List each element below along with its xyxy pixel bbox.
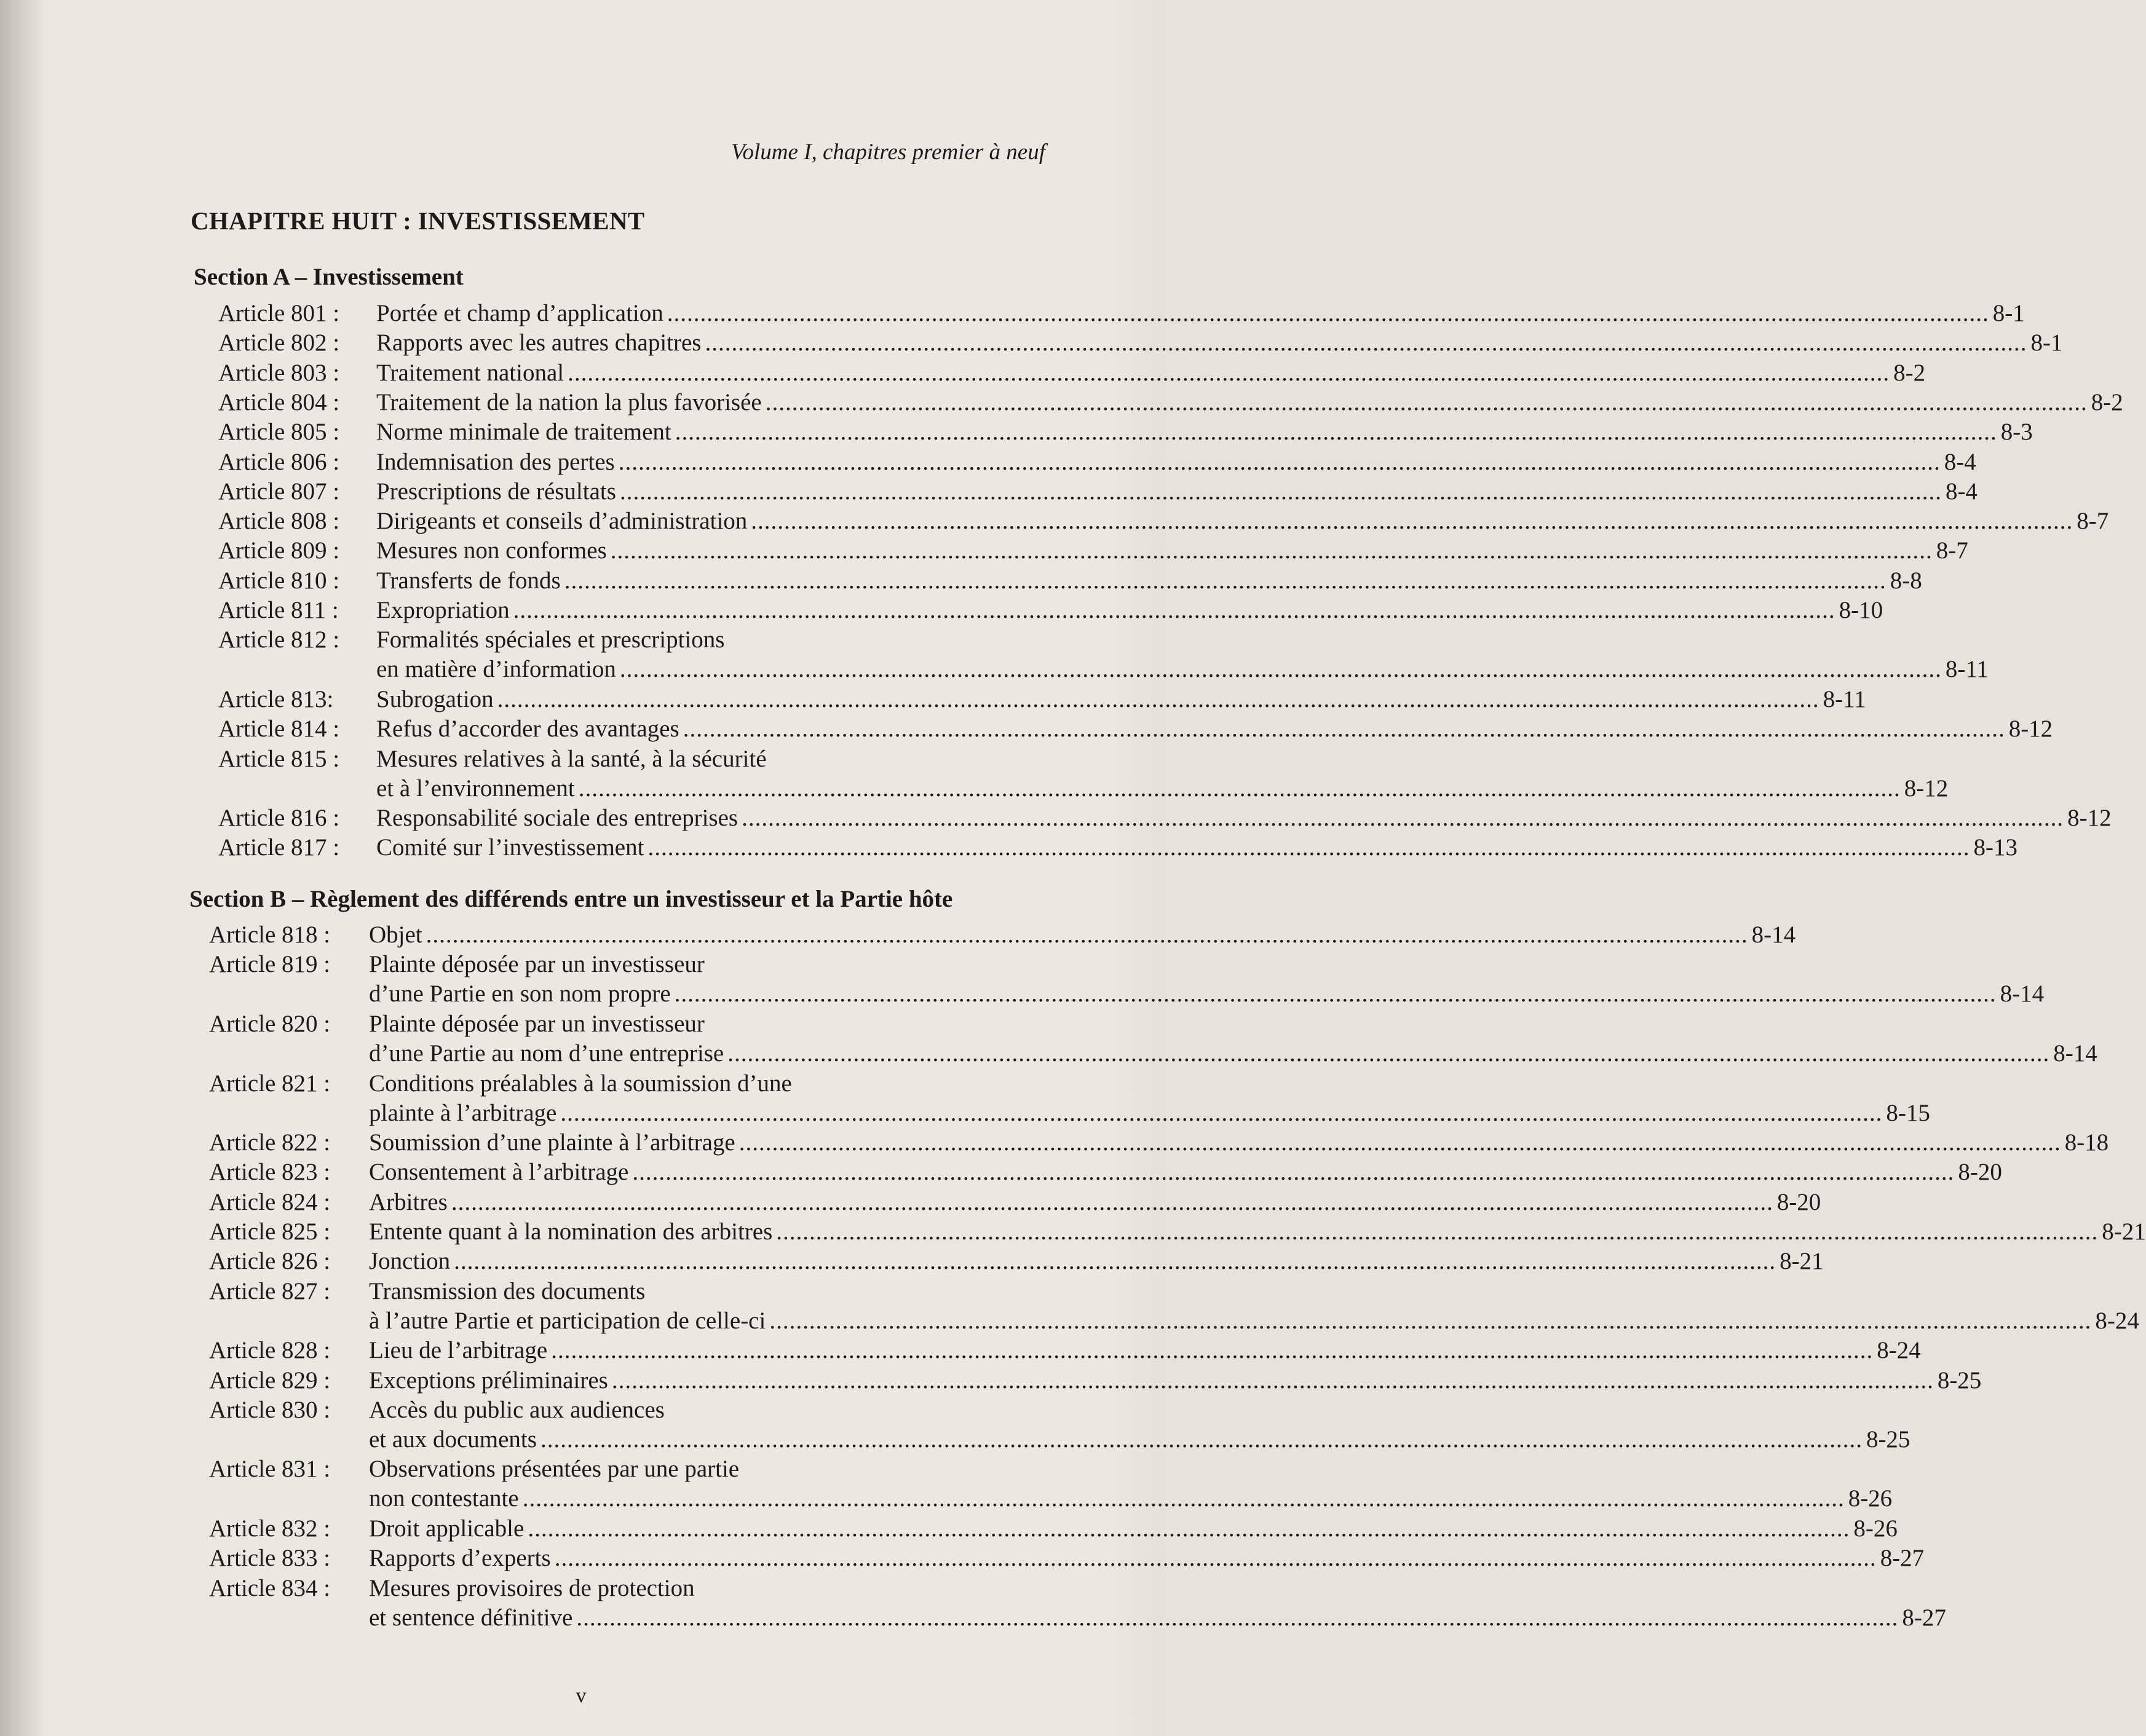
dot-leader: ........................................................................................................................................................................................................	[667, 300, 1989, 326]
page-reference: 8-12	[1904, 775, 1949, 802]
dot-leader: ........................................................................................................................................................................................................	[454, 1248, 1776, 1275]
page-reference: 8-3	[2000, 419, 2033, 446]
toc-entry	[209, 1009, 2097, 1067]
section-title: Section B – Règlement des différends entre un investisseur et la Partie hôte	[189, 886, 953, 912]
dot-leader: ........................................................................................................................................................................................................	[540, 1426, 1863, 1453]
toc-entry	[218, 477, 1978, 507]
article-number: Article 828 :	[209, 1337, 331, 1364]
page-reference: 8-1	[1992, 300, 2025, 326]
dot-leader: ........................................................................................................................................................................................................	[738, 1129, 2061, 1156]
toc-entry	[218, 328, 2063, 358]
article-title: Refus d’accorder des avantages	[376, 716, 679, 743]
article-title: non contestante	[369, 1485, 519, 1512]
article-number: Article 810 :	[218, 567, 340, 594]
article-title: à l’autre Partie et participation de celle-ci	[369, 1307, 766, 1334]
article-number: Article 811 :	[218, 597, 339, 623]
article-title: Rapports avec les autres chapitres	[376, 329, 702, 357]
dot-leader: ........................................................................................................................................................................................................	[560, 1099, 1883, 1126]
article-title: Plainte déposée par un investisseur	[369, 951, 705, 978]
article-number: Article 825 :	[209, 1218, 331, 1245]
page-reference: 8-2	[2091, 389, 2123, 416]
dot-leader: ........................................................................................................................................................................................................	[632, 1159, 1955, 1186]
article-title: Mesures relatives à la santé, à la sécurité	[376, 745, 767, 772]
running-head: Volume I, chapitres premier à neuf	[731, 140, 1045, 165]
dot-leader: ........................................................................................................................................................................................................	[683, 716, 2005, 743]
article-title: Traitement de la nation la plus favorisée	[376, 389, 762, 416]
article-title: Consentement à l’arbitrage	[369, 1159, 629, 1186]
toc-entry	[218, 388, 2123, 417]
article-number: Article 807 :	[218, 478, 340, 505]
page-reference: 8-8	[1890, 567, 1922, 594]
dot-leader: ........................................................................................................................................................................................................	[675, 419, 1997, 446]
article-title: et aux documents	[369, 1426, 537, 1453]
article-number: Article 822 :	[209, 1129, 331, 1156]
article-number: Article 817 :	[218, 834, 340, 861]
toc-entry	[218, 507, 2109, 536]
toc-entry	[209, 1366, 1982, 1395]
toc-entry	[209, 1128, 2109, 1158]
dot-leader: ........................................................................................................................................................................................................	[426, 921, 1748, 948]
page-reference: 8-12	[2008, 716, 2053, 743]
article-title: Plainte déposée par un investisseur	[369, 1010, 705, 1037]
dot-leader: ........................................................................................................................................................................................................	[611, 1367, 1934, 1394]
article-title: Transferts de fonds	[376, 567, 561, 594]
page-reference: 8-7	[2077, 508, 2109, 535]
article-number: Article 833 :	[209, 1545, 331, 1572]
page-reference: 8-20	[1958, 1159, 2002, 1186]
article-number: Article 808 :	[218, 508, 340, 535]
article-number: Article 820 :	[209, 1010, 331, 1037]
article-title: Arbitres	[369, 1188, 448, 1215]
dot-leader: ........................................................................................................................................................................................................	[568, 359, 1890, 386]
article-title: plainte à l’arbitrage	[369, 1099, 557, 1126]
article-title: Expropriation	[376, 597, 510, 623]
article-number: Article 823 :	[209, 1159, 331, 1186]
article-title: Comité sur l’investissement	[376, 834, 644, 861]
article-title: Indemnisation des pertes	[376, 448, 615, 475]
article-title: Subrogation	[376, 685, 494, 712]
article-title: Portée et champ d’application	[376, 300, 663, 326]
article-number: Article 818 :	[209, 921, 331, 948]
article-title: Exceptions préliminaires	[369, 1367, 608, 1394]
dot-leader: ........................................................................................................................................................................................................	[576, 1604, 1899, 1631]
toc-entry	[209, 1158, 2002, 1187]
toc-entry	[209, 1188, 1821, 1217]
page-reference: 8-11	[1945, 656, 1989, 683]
toc-entry	[218, 448, 1976, 477]
article-title: Responsabilité sociale des entreprises	[376, 805, 738, 832]
article-title: en matière d’information	[376, 656, 616, 683]
page-reference: 8-1	[2030, 329, 2063, 357]
toc-entry	[209, 950, 2045, 1008]
toc-entry	[218, 625, 1989, 683]
dot-leader: ........................................................................................................................................................................................................	[619, 478, 1942, 505]
dot-leader: ........................................................................................................................................................................................................	[619, 656, 1942, 683]
section-title: Section A – Investissement	[194, 264, 464, 290]
article-number: Article 809 :	[218, 537, 340, 564]
toc-entry	[209, 1544, 1925, 1573]
article-title: Lieu de l’arbitrage	[369, 1337, 548, 1364]
article-title: Jonction	[369, 1248, 451, 1275]
article-number: Article 829 :	[209, 1367, 331, 1394]
toc-entry	[209, 1514, 1898, 1544]
binding-gutter	[0, 0, 43, 1736]
article-title: et sentence définitive	[369, 1604, 573, 1631]
dot-leader: ........................................................................................................................................................................................................	[578, 775, 1901, 802]
dot-leader: ........................................................................................................................................................................................................	[776, 1218, 2099, 1245]
dot-leader: ........................................................................................................................................................................................................	[451, 1188, 1773, 1215]
toc-entry	[218, 566, 1922, 596]
article-title: Soumission d’une plainte à l’arbitrage	[369, 1129, 735, 1156]
article-title: Dirigeants et conseils d’administration	[376, 508, 748, 535]
article-title: d’une Partie au nom d’une entreprise	[369, 1040, 724, 1067]
article-title: Conditions préalables à la soumission d’une	[369, 1070, 792, 1097]
toc-entry	[209, 1336, 1921, 1365]
toc-entry	[218, 685, 1866, 714]
article-title: Prescriptions de résultats	[376, 478, 616, 505]
article-number: Article 824 :	[209, 1188, 331, 1215]
toc-entry	[218, 417, 2033, 447]
dot-leader: ........................................................................................................................................................................................................	[727, 1040, 2050, 1067]
article-number: Article 805 :	[218, 419, 340, 446]
article-title: Droit applicable	[369, 1515, 525, 1542]
article-title: Traitement national	[376, 359, 564, 386]
article-number: Article 812 :	[218, 626, 340, 653]
page-reference: 8-27	[1902, 1604, 1946, 1631]
page-reference: 8-15	[1886, 1099, 1930, 1126]
article-number: Article 832 :	[209, 1515, 331, 1542]
article-number: Article 821 :	[209, 1070, 331, 1097]
page-reference: 8-14	[2000, 980, 2045, 1008]
article-title: Accès du public aux audiences	[369, 1396, 665, 1423]
article-number: Article 802 :	[218, 329, 340, 357]
toc-entry	[218, 714, 2053, 744]
dot-leader: ........................................................................................................................................................................................................	[674, 980, 1997, 1008]
page-reference: 8-20	[1776, 1188, 1821, 1215]
page-reference: 8-25	[1937, 1367, 1982, 1394]
dot-leader: ........................................................................................................................................................................................................	[618, 448, 1941, 475]
page-reference: 8-26	[1853, 1515, 1898, 1542]
article-number: Article 826 :	[209, 1248, 331, 1275]
article-title: Rapports d’experts	[369, 1545, 551, 1572]
chapter-title: CHAPITRE HUIT : INVESTISSEMENT	[191, 207, 645, 235]
article-number: Article 813:	[218, 685, 334, 712]
article-number: Article 804 :	[218, 389, 340, 416]
article-number: Article 834 :	[209, 1574, 331, 1601]
page-number: v	[576, 1684, 587, 1707]
page-reference: 8-13	[1973, 834, 2017, 861]
toc-entry	[218, 358, 1926, 388]
article-number: Article 803 :	[218, 359, 340, 386]
page-reference: 8-27	[1880, 1545, 1925, 1572]
toc-entry	[209, 1069, 1930, 1126]
dot-leader: ........................................................................................................................................................................................................	[551, 1337, 1874, 1364]
page-reference: 8-24	[1877, 1337, 1921, 1364]
dot-leader: ........................................................................................................................................................................................................	[765, 389, 2088, 416]
dot-leader: ........................................................................................................................................................................................................	[513, 597, 1835, 623]
toc-entry	[218, 744, 1949, 802]
article-title: d’une Partie en son nom propre	[369, 980, 671, 1008]
page-reference: 8-21	[1780, 1248, 1824, 1275]
toc-entry	[218, 833, 2017, 862]
dot-leader: ........................................................................................................................................................................................................	[610, 537, 1933, 564]
article-number: Article 816 :	[218, 805, 340, 832]
page-reference: 8-7	[1936, 537, 1968, 564]
article-number: Article 830 :	[209, 1396, 331, 1423]
page-reference: 8-4	[1944, 448, 1976, 475]
dot-leader: ........................................................................................................................................................................................................	[705, 329, 2027, 357]
page-reference: 8-14	[1751, 921, 1796, 948]
toc-entry	[218, 299, 2025, 328]
article-title: Observations présentées par une partie	[369, 1456, 740, 1483]
toc-entry	[218, 596, 1883, 625]
article-number: Article 831 :	[209, 1456, 331, 1483]
toc-entry	[209, 1247, 1824, 1276]
page-reference: 8-11	[1823, 685, 1866, 712]
article-number: Article 806 :	[218, 448, 340, 475]
toc-entry	[209, 1277, 2139, 1334]
article-number: Article 814 :	[218, 716, 340, 743]
page-reference: 8-10	[1839, 597, 1883, 623]
article-number: Article 819 :	[209, 951, 331, 978]
article-title: Objet	[369, 921, 422, 948]
toc-entry	[218, 536, 1968, 566]
article-number: Article 815 :	[218, 745, 340, 772]
toc-entry	[209, 1574, 1946, 1631]
article-title: Formalités spéciales et prescriptions	[376, 626, 725, 653]
page-reference: 8-12	[2067, 805, 2112, 832]
page-reference: 8-24	[2095, 1307, 2139, 1334]
toc-entry	[209, 920, 1796, 950]
dot-leader: ........................................................................................................................................................................................................	[769, 1307, 2092, 1334]
article-title: Mesures non conformes	[376, 537, 607, 564]
toc-entry	[209, 1395, 1910, 1453]
article-title: Transmission des documents	[369, 1277, 646, 1304]
page-reference: 8-26	[1848, 1485, 1893, 1512]
toc-entry	[209, 1217, 2146, 1247]
article-number: Article 827 :	[209, 1277, 331, 1304]
toc-entry	[218, 803, 2112, 833]
dot-leader: ........................................................................................................................................................................................................	[751, 508, 2073, 535]
page-reference: 8-4	[1945, 478, 1978, 505]
dot-leader: ........................................................................................................................................................................................................	[564, 567, 1887, 594]
page-reference: 8-21	[2102, 1218, 2146, 1245]
article-title: Norme minimale de traitement	[376, 419, 671, 446]
article-title: Mesures provisoires de protection	[369, 1574, 695, 1601]
toc-entry	[209, 1454, 1893, 1512]
page-reference: 8-18	[2064, 1129, 2109, 1156]
page-reference: 8-25	[1866, 1426, 1910, 1453]
page-reference: 8-14	[2053, 1040, 2097, 1067]
dot-leader: ........................................................................................................................................................................................................	[647, 834, 1970, 861]
dot-leader: ........................................................................................................................................................................................................	[522, 1485, 1845, 1512]
page-reference: 8-2	[1893, 359, 1926, 386]
article-number: Article 801 :	[218, 300, 340, 326]
article-title: et à l’environnement	[376, 775, 575, 802]
article-title: Entente quant à la nomination des arbitres	[369, 1218, 773, 1245]
dot-leader: ........................................................................................................................................................................................................	[528, 1515, 1850, 1542]
dot-leader: ........................................................................................................................................................................................................	[497, 685, 1819, 712]
dot-leader: ........................................................................................................................................................................................................	[742, 805, 2064, 832]
dot-leader: ........................................................................................................................................................................................................	[554, 1545, 1877, 1572]
